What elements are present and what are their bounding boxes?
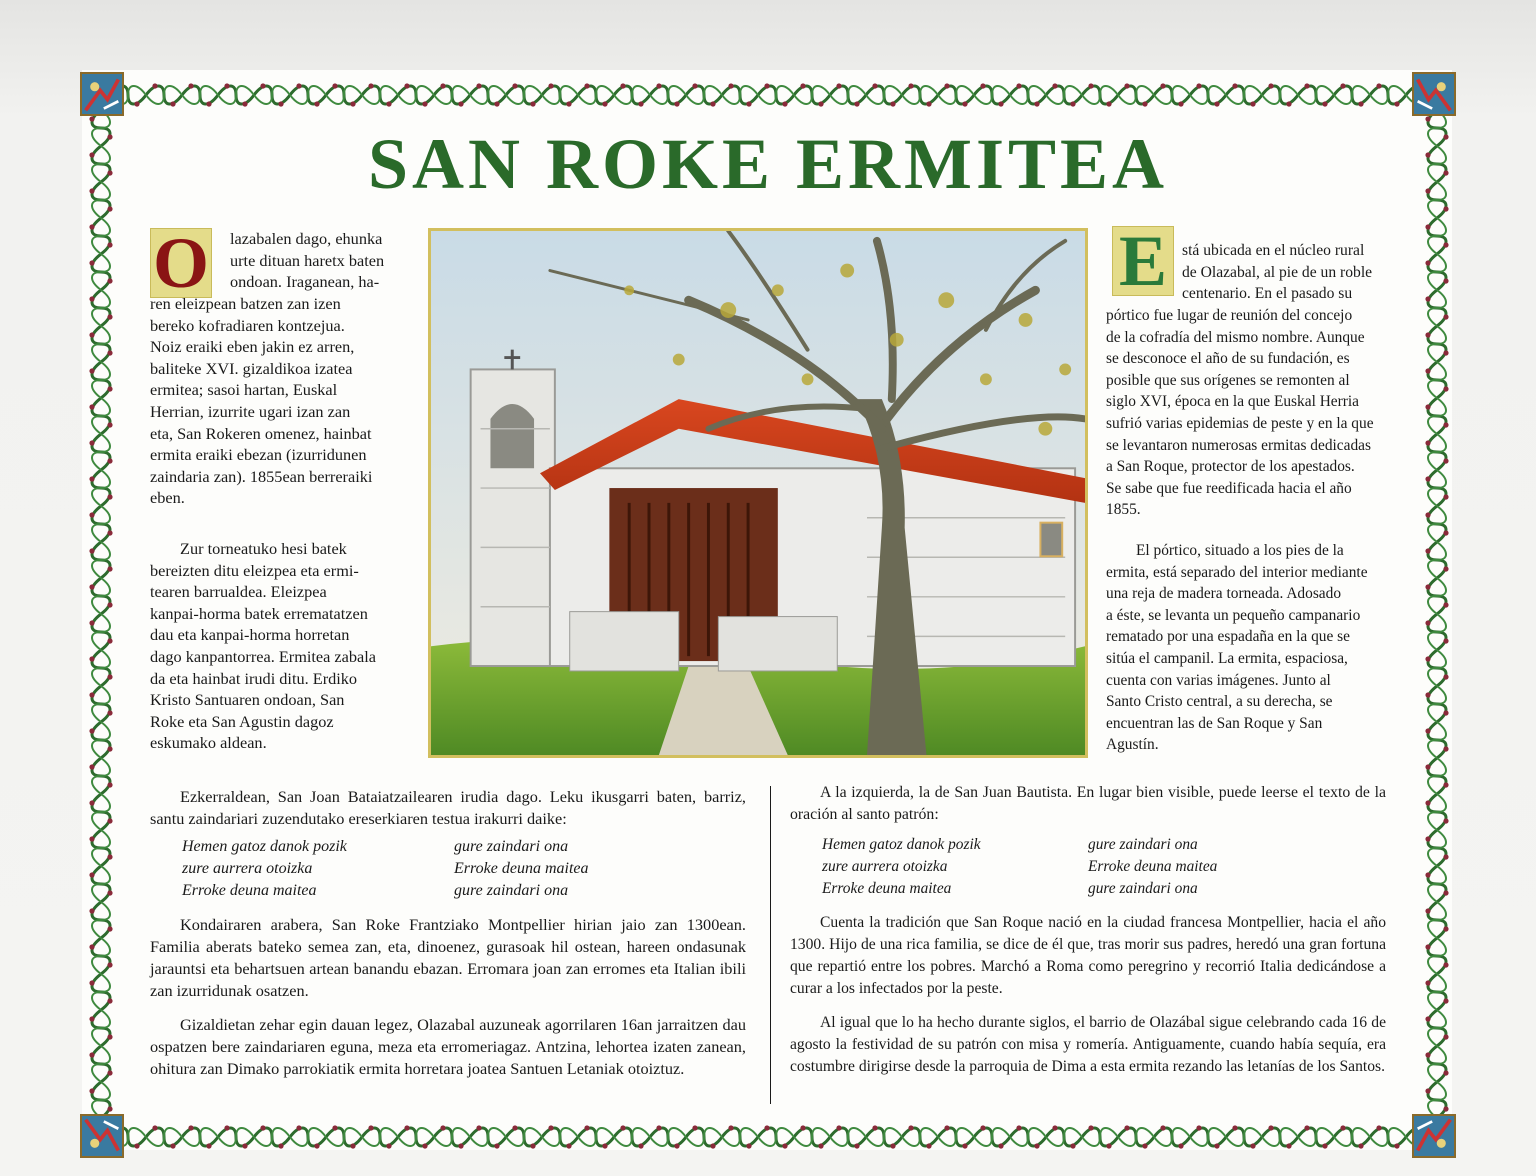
basque-paragraph-1: ren eleizpean batzen zan izen bereko kofradiaren kontzejua. Noiz eraiki eben jakin ez arren, baliteke XVI. gizaldikoa izatea ermitea; sasoi hartan, Euskal Herrian, izurrite ugari izan zan eta, San Rokeren omenez, hainbat ermita eraiki ebezan (izurridunen zaindaria zan). 1855ean berreraiki eben. xyxy=(150,294,373,508)
corner-ornament-top-left xyxy=(80,72,124,116)
basque-paragraph-2: Zur torneatuko hesi batek bereizten ditu eleizpea eta ermi- tearen barrualdea. Eleizpea kanpai-horma batek errematatzen dau eta kanpai-horma horretan dago kanpantorrea. Ermitea zabala da eta hainbat irudi ditu. Erdiko Kristo Santuaren ondoan, San Roke eta San Agustin dagoz eskumako aldean. xyxy=(150,539,377,753)
border-top xyxy=(110,78,1426,112)
spanish-paragraph-1: pórtico fue lugar de reunión del concejo de la cofradía del mismo nombre. Aunque se desconoce el año de su fundación, es posible que sus orígenes se remonten al siglo XVI, época en la que Euskal Herria sufrió varias epidemias de peste y en la que se levantaron numerosas ermitas dedicadas a San Roque, protector de los apestados. Se sabe que fue reedificada hacia el año 1855. xyxy=(1106,307,1374,519)
corner-ornament-bottom-left xyxy=(80,1114,124,1158)
basque-paragraph-4: Kondairaren arabera, San Roke Frantziako Montpellier hirian jaio zan 1300ean. Familia aberats bateko semea zan, eta, dinoenez, gurasoak hil ostean, hareen ondasunak jarauntsi eta behartsuen artean banandu ebazan. Erromara joan zan erromes eta Italian ibili zan izurridunak osatzen. xyxy=(150,915,746,1000)
corner-ornament-top-right xyxy=(1412,72,1456,116)
corner-ornament-bottom-right xyxy=(1412,1114,1456,1158)
page-title: SAN ROKE ERMITEA xyxy=(367,124,1169,204)
border-bottom xyxy=(110,1120,1426,1154)
basque-poem-left: Hemen gatoz danok pozik zure aurrera otoizka Erroke deuna maitea xyxy=(182,838,347,899)
ermita-painting xyxy=(428,228,1088,758)
spanish-poem-left: Hemen gatoz danok pozik zure aurrera otoizka Erroke deuna maitea xyxy=(822,836,981,897)
dropcap-o: O xyxy=(150,228,212,298)
basque-poem-right: gure zaindari ona Erroke deuna maitea gure zaindari ona xyxy=(454,838,589,899)
column-divider xyxy=(770,786,771,1104)
basque-paragraph-5: Gizaldietan zehar egin dauan legez, Olazabal auzuneak agorrilaren 16an jarraitzen dau ospatzen bere zaindariaren eguna, meza eta erromeriagaz. Antzina, lehortea izaten zanean, ohitura zan Dimako parrokiatik ermita horretara joatea Santuen Letaniak otoiztuz. xyxy=(150,1015,746,1078)
spanish-paragraph-5: Al igual que lo ha hecho durante siglos, el barrio de Olazábal sigue celebrando cada 16 de agosto la festividad de su patrón con misa y romería. Antiguamente, cuando había sequía, era costumbre dirigirse desde la parroquia de Dima a esta ermita rezando las letanías de los Santos. xyxy=(790,1014,1386,1075)
border-left xyxy=(84,110,118,1122)
basque-intro: lazabalen dago, ehunka urte dituan haretx baten ondoan. Iraganean, ha- xyxy=(230,229,385,292)
basque-paragraph-3: Ezkerraldean, San Joan Bataiatzailearen irudia dago. Leku ikusgarri baten, barriz, santu zaindariari zuzendutako ereserkiaren testua irakurri daike: xyxy=(150,787,746,828)
spanish-intro: stá ubicada en el núcleo rural de Olazabal, al pie de un roble centenario. En el pasado su xyxy=(1182,242,1373,303)
spanish-paragraph-4: Cuenta la tradición que San Roque nació en la ciudad francesa Montpellier, hacia el año 1300. Hijo de una rica familia, se dice de él que, tras morir sus padres, heredó una gran fortuna que repartió entre los pobres. Marchó a Roma como peregrino y recorrió Italia dedicándose a curar a los infectados por la peste. xyxy=(790,914,1386,997)
spanish-paragraph-2: El pórtico, situado a los pies de la ermita, está separado del interior mediante una reja de madera torneada. Adosado a éste, se levanta un pequeño campanario rematado por una espadaña en la que se sitúa el campanil. La ermita, espaciosa, cuenta con varias imágenes. Junto al Santo Cristo central, a su derecha, se encuentran las de San Roque y San Agustín. xyxy=(1106,542,1368,754)
spanish-poem-right: gure zaindari ona Erroke deuna maitea gure zaindari ona xyxy=(1088,836,1218,897)
spanish-paragraph-3: A la izquierda, la de San Juan Bautista. En lugar bien visible, puede leerse el texto de la oración al santo patrón: xyxy=(790,784,1386,823)
border-right xyxy=(1420,110,1454,1122)
dropcap-e: E xyxy=(1112,226,1174,296)
